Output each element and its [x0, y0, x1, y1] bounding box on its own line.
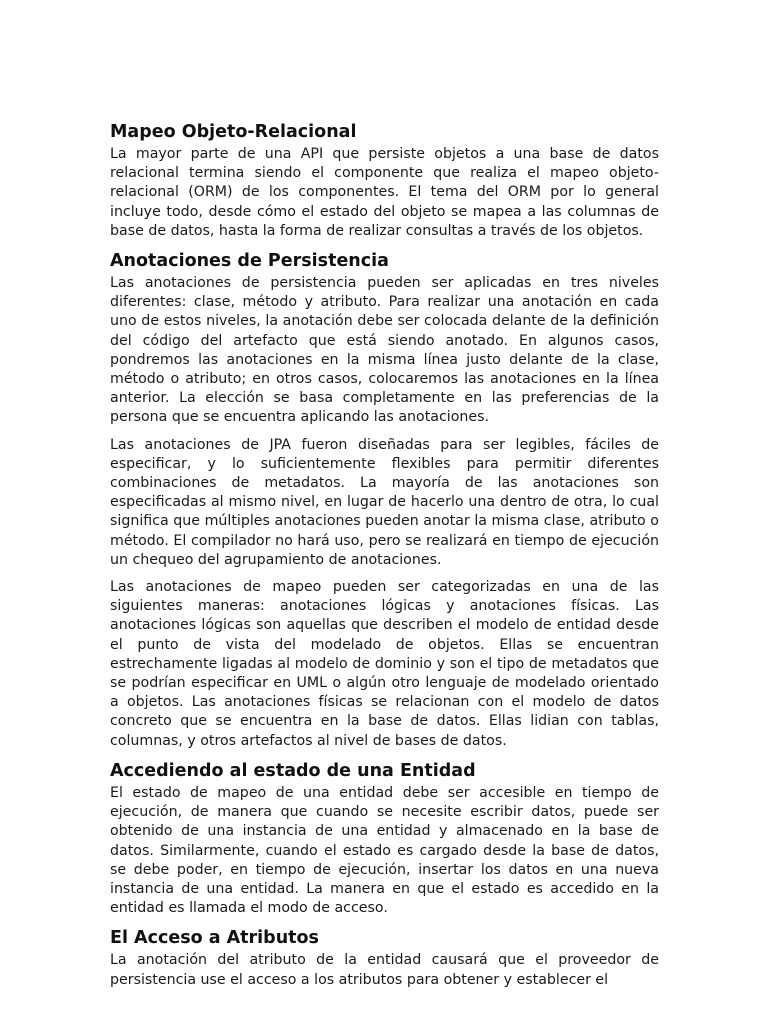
- paragraph: La anotación del atributo de la entidad causará que el proveedor de persistencia use el acceso a los atributos para obtener y establecer el: [110, 952, 659, 988]
- section-el-acceso-a-atributos: [110, 926, 659, 989]
- section-heading: Anotaciones de Persistencia: [110, 251, 389, 272]
- section-heading: El Acceso a Atributos: [110, 928, 319, 949]
- document-page: [110, 120, 659, 998]
- section-heading: Mapeo Objeto-Relacional: [110, 122, 357, 142]
- section-mapeo-objeto-relacional: [110, 120, 659, 241]
- paragraph: Las anotaciones de mapeo pueden ser categorizadas en una de las siguientes maneras: anotaciones lógicas y anotaciones físicas. Las anotaciones lógicas son aquellas que describen el modelo de entidad desde el punto de vista del modelado de objetos. Ellas se encuentran estrechamente ligadas al modelo de dominio y son el tipo de metadatos que se podrían especificar en UML o algún otro lenguaje de modelado orientado a objetos. Las anotaciones físicas se relacionan con el modelo de datos concreto que se encuentra en la base de datos. Ellas lidian con tablas, columnas, y otros artefactos al nivel de bases de datos.: [110, 579, 659, 749]
- paragraph: Las anotaciones de JPA fueron diseñadas para ser legibles, fáciles de especificar, y lo suficientemente flexibles para permitir diferentes combinaciones de metadatos. La mayoría de las anotaciones son especificadas al mismo nivel, en lugar de hacerlo una dentro de otra, lo cual significa que múltiples anotaciones pueden anotar la misma clase, atributo o método. El compilador no hará uso, pero se realizará en tiempo de ejecución un chequeo del agrupamiento de anotaciones.: [110, 436, 659, 568]
- section-accediendo-al-estado: [110, 759, 659, 918]
- section-anotaciones-de-persistencia: [110, 249, 659, 751]
- paragraph: El estado de mapeo de una entidad debe ser accesible en tiempo de ejecución, de manera que cuando se necesite escribir datos, puede ser obtenido de una instancia de una entidad y almacenado en la base de datos. Similarmente, cuando el estado es cargado desde la base de datos, se debe poder, en tiempo de ejecución, insertar los datos en una nueva instancia de una entidad. La manera en que el estado es accedido en la entidad es llamada el modo de acceso.: [110, 784, 659, 917]
- paragraph: Las anotaciones de persistencia pueden ser aplicadas en tres niveles diferentes: clase, método y atributo. Para realizar una anotación en cada uno de estos niveles, la anotación debe ser colocada delante de la definición del código del artefacto que está siendo anotado. En algunos casos, pondremos las anotaciones en la misma línea justo delante de la clase, método o atributo; en otros casos, colocaremos las anotaciones en la línea anterior. La elección se basa completamente en las preferencias de la persona que se encuentra aplicando las anotaciones.: [110, 275, 659, 426]
- section-heading: Accediendo al estado de una Entidad: [110, 760, 476, 781]
- paragraph: La mayor parte de una API que persiste objetos a una base de datos relacional termina siendo el componente que realiza el mapeo objeto-relacional (ORM) de los componentes. El tema del ORM por lo general incluye todo, desde cómo el estado del objeto se mapea a las columnas de base de datos, hasta la forma de realizar consultas a través de los objetos.: [110, 146, 659, 239]
